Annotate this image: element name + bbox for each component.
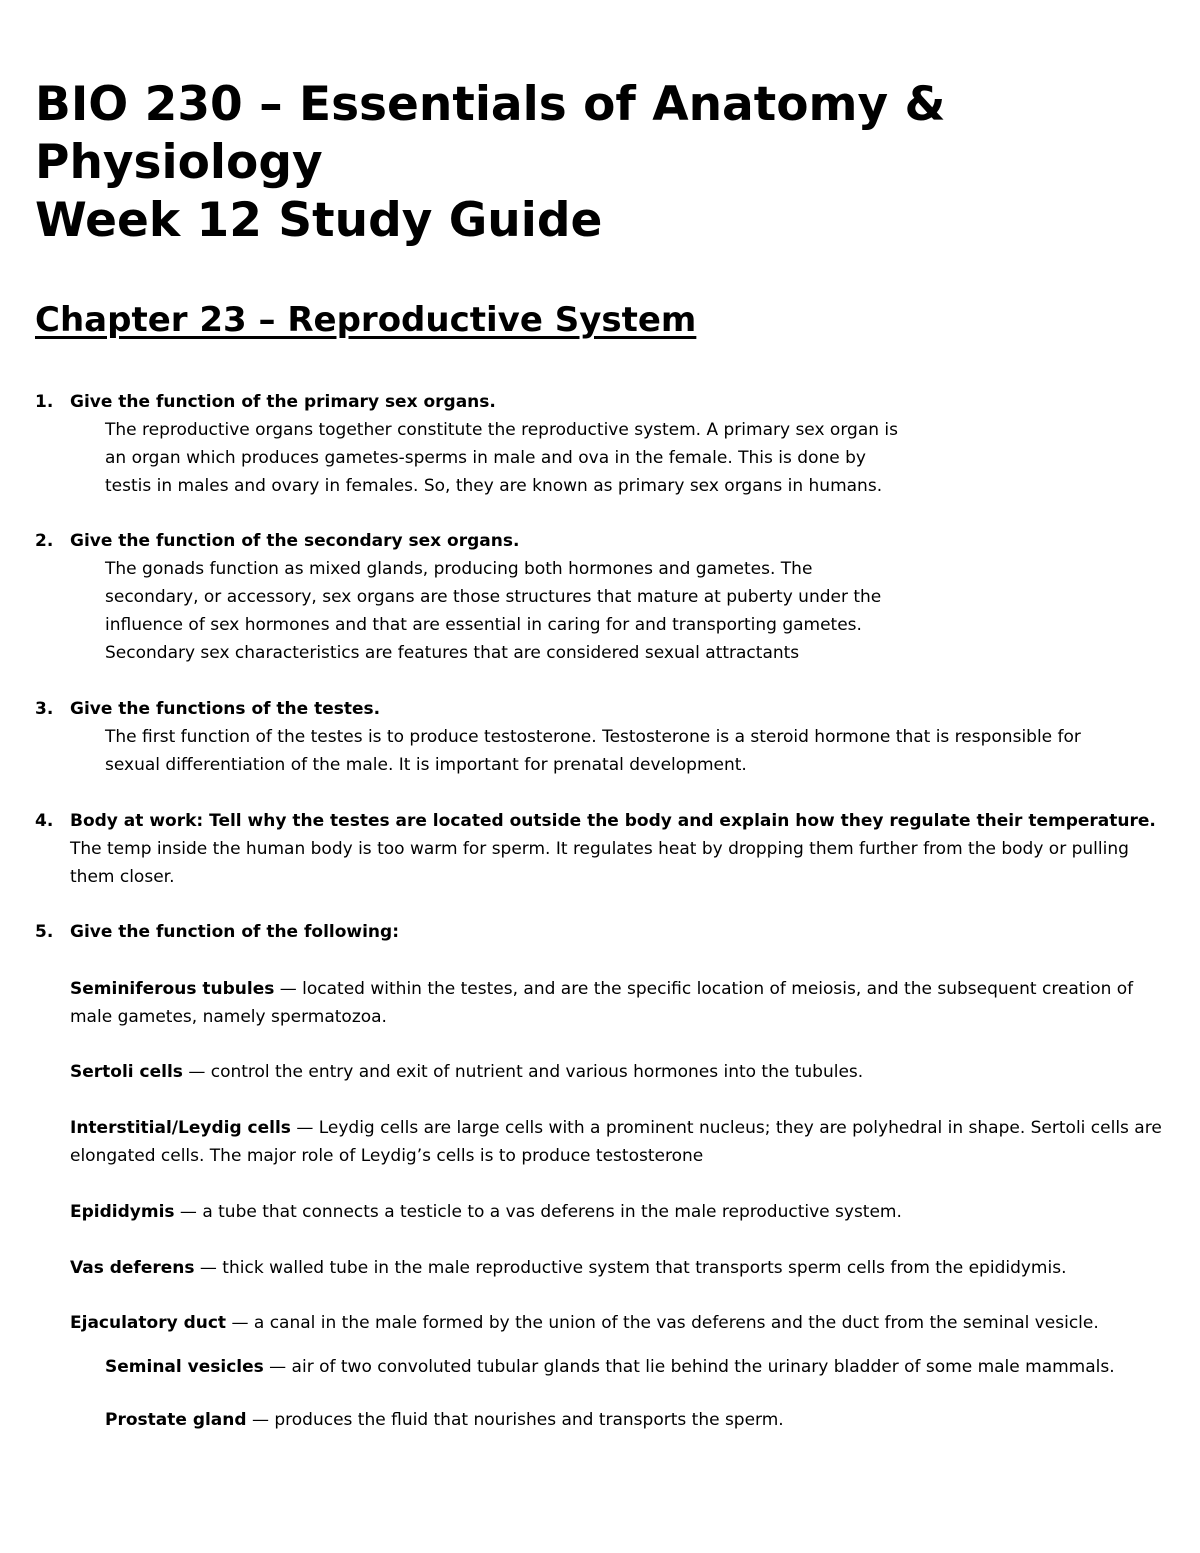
term-description: — Leydig cells are large cells with a prominent nucleus; they are polyhedral in shape. Sertoli cells are elongated cells. The major role of Leydig’s cells is to produce testosterone xyxy=(70,1118,1162,1166)
question-5 xyxy=(35,918,399,946)
title-line: Week 12 Study Guide xyxy=(35,193,603,248)
term-name: Prostate gland xyxy=(105,1410,247,1430)
title-line: Physiology xyxy=(35,135,323,190)
term-description: — control the entry and exit of nutrient and various hormones into the tubules. xyxy=(182,1062,864,1082)
term-seminal-vesicles xyxy=(105,1353,1165,1381)
term-name: Seminal vesicles xyxy=(105,1357,264,1377)
question-number: 1. xyxy=(35,392,54,412)
answer-line: testis in males and ovary in females. So, they are known as primary sex organs in humans. xyxy=(105,476,883,496)
term-vas-deferens xyxy=(70,1254,1165,1282)
answer-4: The temp inside the human body is too warm for sperm. It regulates heat by dropping them further from the body or pulling them closer. xyxy=(70,839,1129,887)
term-description: — located within the testes, and are the specific location of meiosis, and the subsequent creation of male gametes, namely spermatozoa. xyxy=(70,979,1134,1027)
term-epididymis xyxy=(70,1198,1165,1226)
term-description: — thick walled tube in the male reproductive system that transports sperm cells from the epididymis. xyxy=(194,1258,1067,1278)
question-number: 4. xyxy=(35,811,54,831)
document-title xyxy=(35,76,1155,250)
answer-2 xyxy=(105,555,1165,667)
answer-line: secondary, or accessory, sex organs are those structures that mature at puberty under the xyxy=(105,587,882,607)
term-ejaculatory-duct xyxy=(70,1309,1165,1337)
term-name: Seminiferous tubules xyxy=(70,979,275,999)
answer-line: The gonads function as mixed glands, producing both hormones and gametes. The xyxy=(105,559,813,579)
question-text: Give the function of the following: xyxy=(70,922,400,942)
question-text: Give the function of the primary sex organs. xyxy=(70,392,496,412)
term-name: Vas deferens xyxy=(70,1258,195,1278)
chapter-heading: Chapter 23 – Reproductive System xyxy=(35,300,697,340)
question-number: 5. xyxy=(35,922,54,942)
question-text: Give the functions of the testes. xyxy=(70,699,381,719)
question-4 xyxy=(35,807,1160,835)
term-prostate-gland xyxy=(105,1406,1165,1434)
question-3 xyxy=(35,695,380,723)
answer-line: The reproductive organs together constitute the reproductive system. A primary sex organ is xyxy=(105,420,898,440)
term-name: Interstitial/Leydig cells xyxy=(70,1118,291,1138)
term-name: Ejaculatory duct xyxy=(70,1313,227,1333)
title-line: BIO 230 – Essentials of Anatomy & xyxy=(35,77,946,132)
answer-line: Secondary sex characteristics are features that are considered sexual attractants xyxy=(105,643,800,663)
term-description: — produces the fluid that nourishes and transports the sperm. xyxy=(246,1410,784,1430)
question-number: 3. xyxy=(35,699,54,719)
question-2 xyxy=(35,527,519,555)
answer-3 xyxy=(105,723,1165,779)
term-leydig-cells xyxy=(70,1114,1165,1170)
question-text: Give the function of the secondary sex organs. xyxy=(70,531,520,551)
question-1 xyxy=(35,388,496,416)
answer-1 xyxy=(105,416,1165,500)
question-number: 2. xyxy=(35,531,54,551)
answer-line: an organ which produces gametes-sperms in male and ova in the female. This is done by xyxy=(105,448,866,468)
answer-line: influence of sex hormones and that are essential in caring for and transporting gametes. xyxy=(105,615,862,635)
answer-line: The first function of the testes is to produce testosterone. Testosterone is a steroid hormone that is responsible for xyxy=(105,727,1081,747)
answer-line: sexual differentiation of the male. It is important for prenatal development. xyxy=(105,755,747,775)
term-sertoli-cells xyxy=(70,1058,1165,1086)
term-description: — a canal in the male formed by the union of the vas deferens and the duct from the seminal vesicle. xyxy=(226,1313,1099,1333)
term-name: Sertoli cells xyxy=(70,1062,183,1082)
term-seminiferous-tubules xyxy=(70,975,1165,1031)
term-description: — air of two convoluted tubular glands that lie behind the urinary bladder of some male mammals. xyxy=(263,1357,1115,1377)
term-description: — a tube that connects a testicle to a vas deferens in the male reproductive system. xyxy=(174,1202,902,1222)
question-text: Body at work: Tell why the testes are located outside the body and explain how they regulate their temperature. xyxy=(70,811,1156,831)
term-name: Epididymis xyxy=(70,1202,175,1222)
